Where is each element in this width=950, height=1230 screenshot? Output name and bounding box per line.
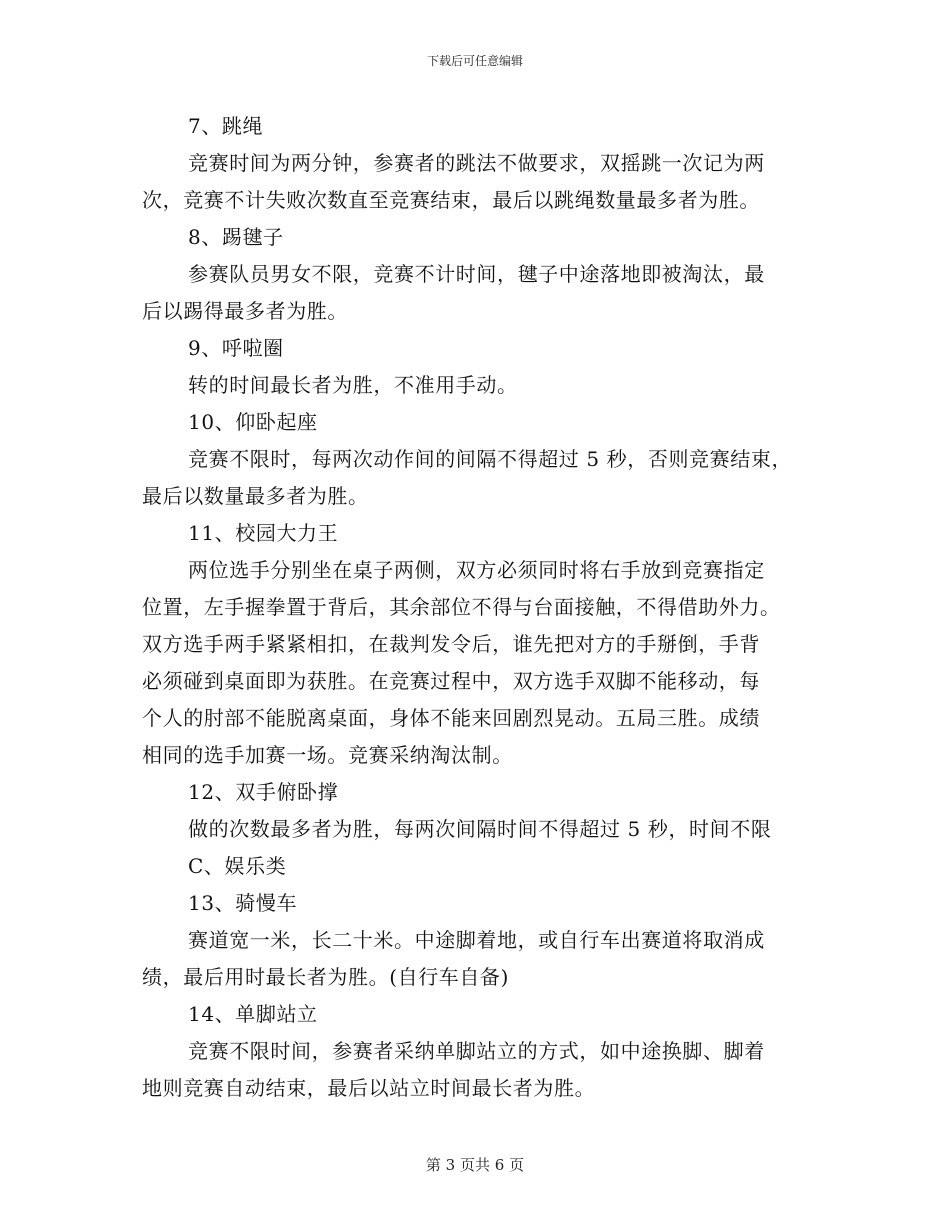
page-footer: 第 3 页共 6 页 (425, 1156, 525, 1174)
text-line: 10、仰卧起座 (188, 410, 318, 434)
text-line: 转的时间最长者为胜，不准用手动。 (188, 373, 518, 397)
text-line: 最后以数量最多者为胜。 (142, 484, 369, 508)
text-line: 7、跳绳 (188, 114, 264, 138)
text-line: 次，竞赛不计失败次数直至竞赛结束，最后以跳绳数量最多者为胜。 (142, 188, 760, 212)
text-line: 9、呼啦圈 (188, 336, 284, 360)
text-line: C、娱乐类 (188, 854, 287, 878)
text-line: 做的次数最多者为胜，每两次间隔时间不得超过 5 秒，时间不限 (188, 817, 772, 841)
text-line: 赛道宽一米，长二十米。中途脚着地，或自行车出赛道将取消成 (188, 928, 765, 952)
text-line: 位置，左手握拳置于背后，其余部位不得与台面接触，不得借助外力。 (142, 595, 781, 619)
text-line: 必须碰到桌面即为获胜。在竞赛过程中，双方选手双脚不能移动，每 (142, 669, 760, 693)
text-line: 11、校园大力王 (188, 521, 339, 545)
text-line: 8、踢毽子 (188, 225, 284, 249)
text-line: 12、双手俯卧撑 (188, 780, 339, 804)
text-line: 14、单脚站立 (188, 1002, 318, 1026)
text-line: 双方选手两手紧紧相扣，在裁判发令后，谁先把对方的手掰倒，手背 (142, 632, 760, 656)
text-line: 竞赛不限时间，参赛者采纳单脚站立的方式，如中途换脚、脚着 (188, 1039, 765, 1063)
text-line: 竞赛时间为两分钟，参赛者的跳法不做要求，双摇跳一次记为两 (188, 151, 765, 175)
text-line: 后以踢得最多者为胜。 (142, 299, 348, 323)
text-line: 绩，最后用时最长者为胜。(自行车自备) (142, 965, 510, 989)
text-line: 竞赛不限时，每两次动作间的间隔不得超过 5 秒，否则竞赛结束， (188, 447, 793, 471)
text-line: 相同的选手加赛一场。竞赛采纳淘汰制。 (142, 743, 513, 767)
document-body (142, 108, 808, 1107)
page-header: 下载后可任意编辑 (426, 54, 523, 68)
text-line: 个人的肘部不能脱离桌面，身体不能来回剧烈晃动。五局三胜。成绩 (142, 706, 760, 730)
text-line: 地则竞赛自动结束，最后以站立时间最长者为胜。 (142, 1076, 596, 1100)
text-line: 13、骑慢车 (188, 891, 298, 915)
text-line: 参赛队员男女不限，竞赛不计时间，毽子中途落地即被淘汰，最 (188, 262, 765, 286)
text-line: 两位选手分别坐在桌子两侧，双方必须同时将右手放到竞赛指定 (188, 558, 765, 582)
